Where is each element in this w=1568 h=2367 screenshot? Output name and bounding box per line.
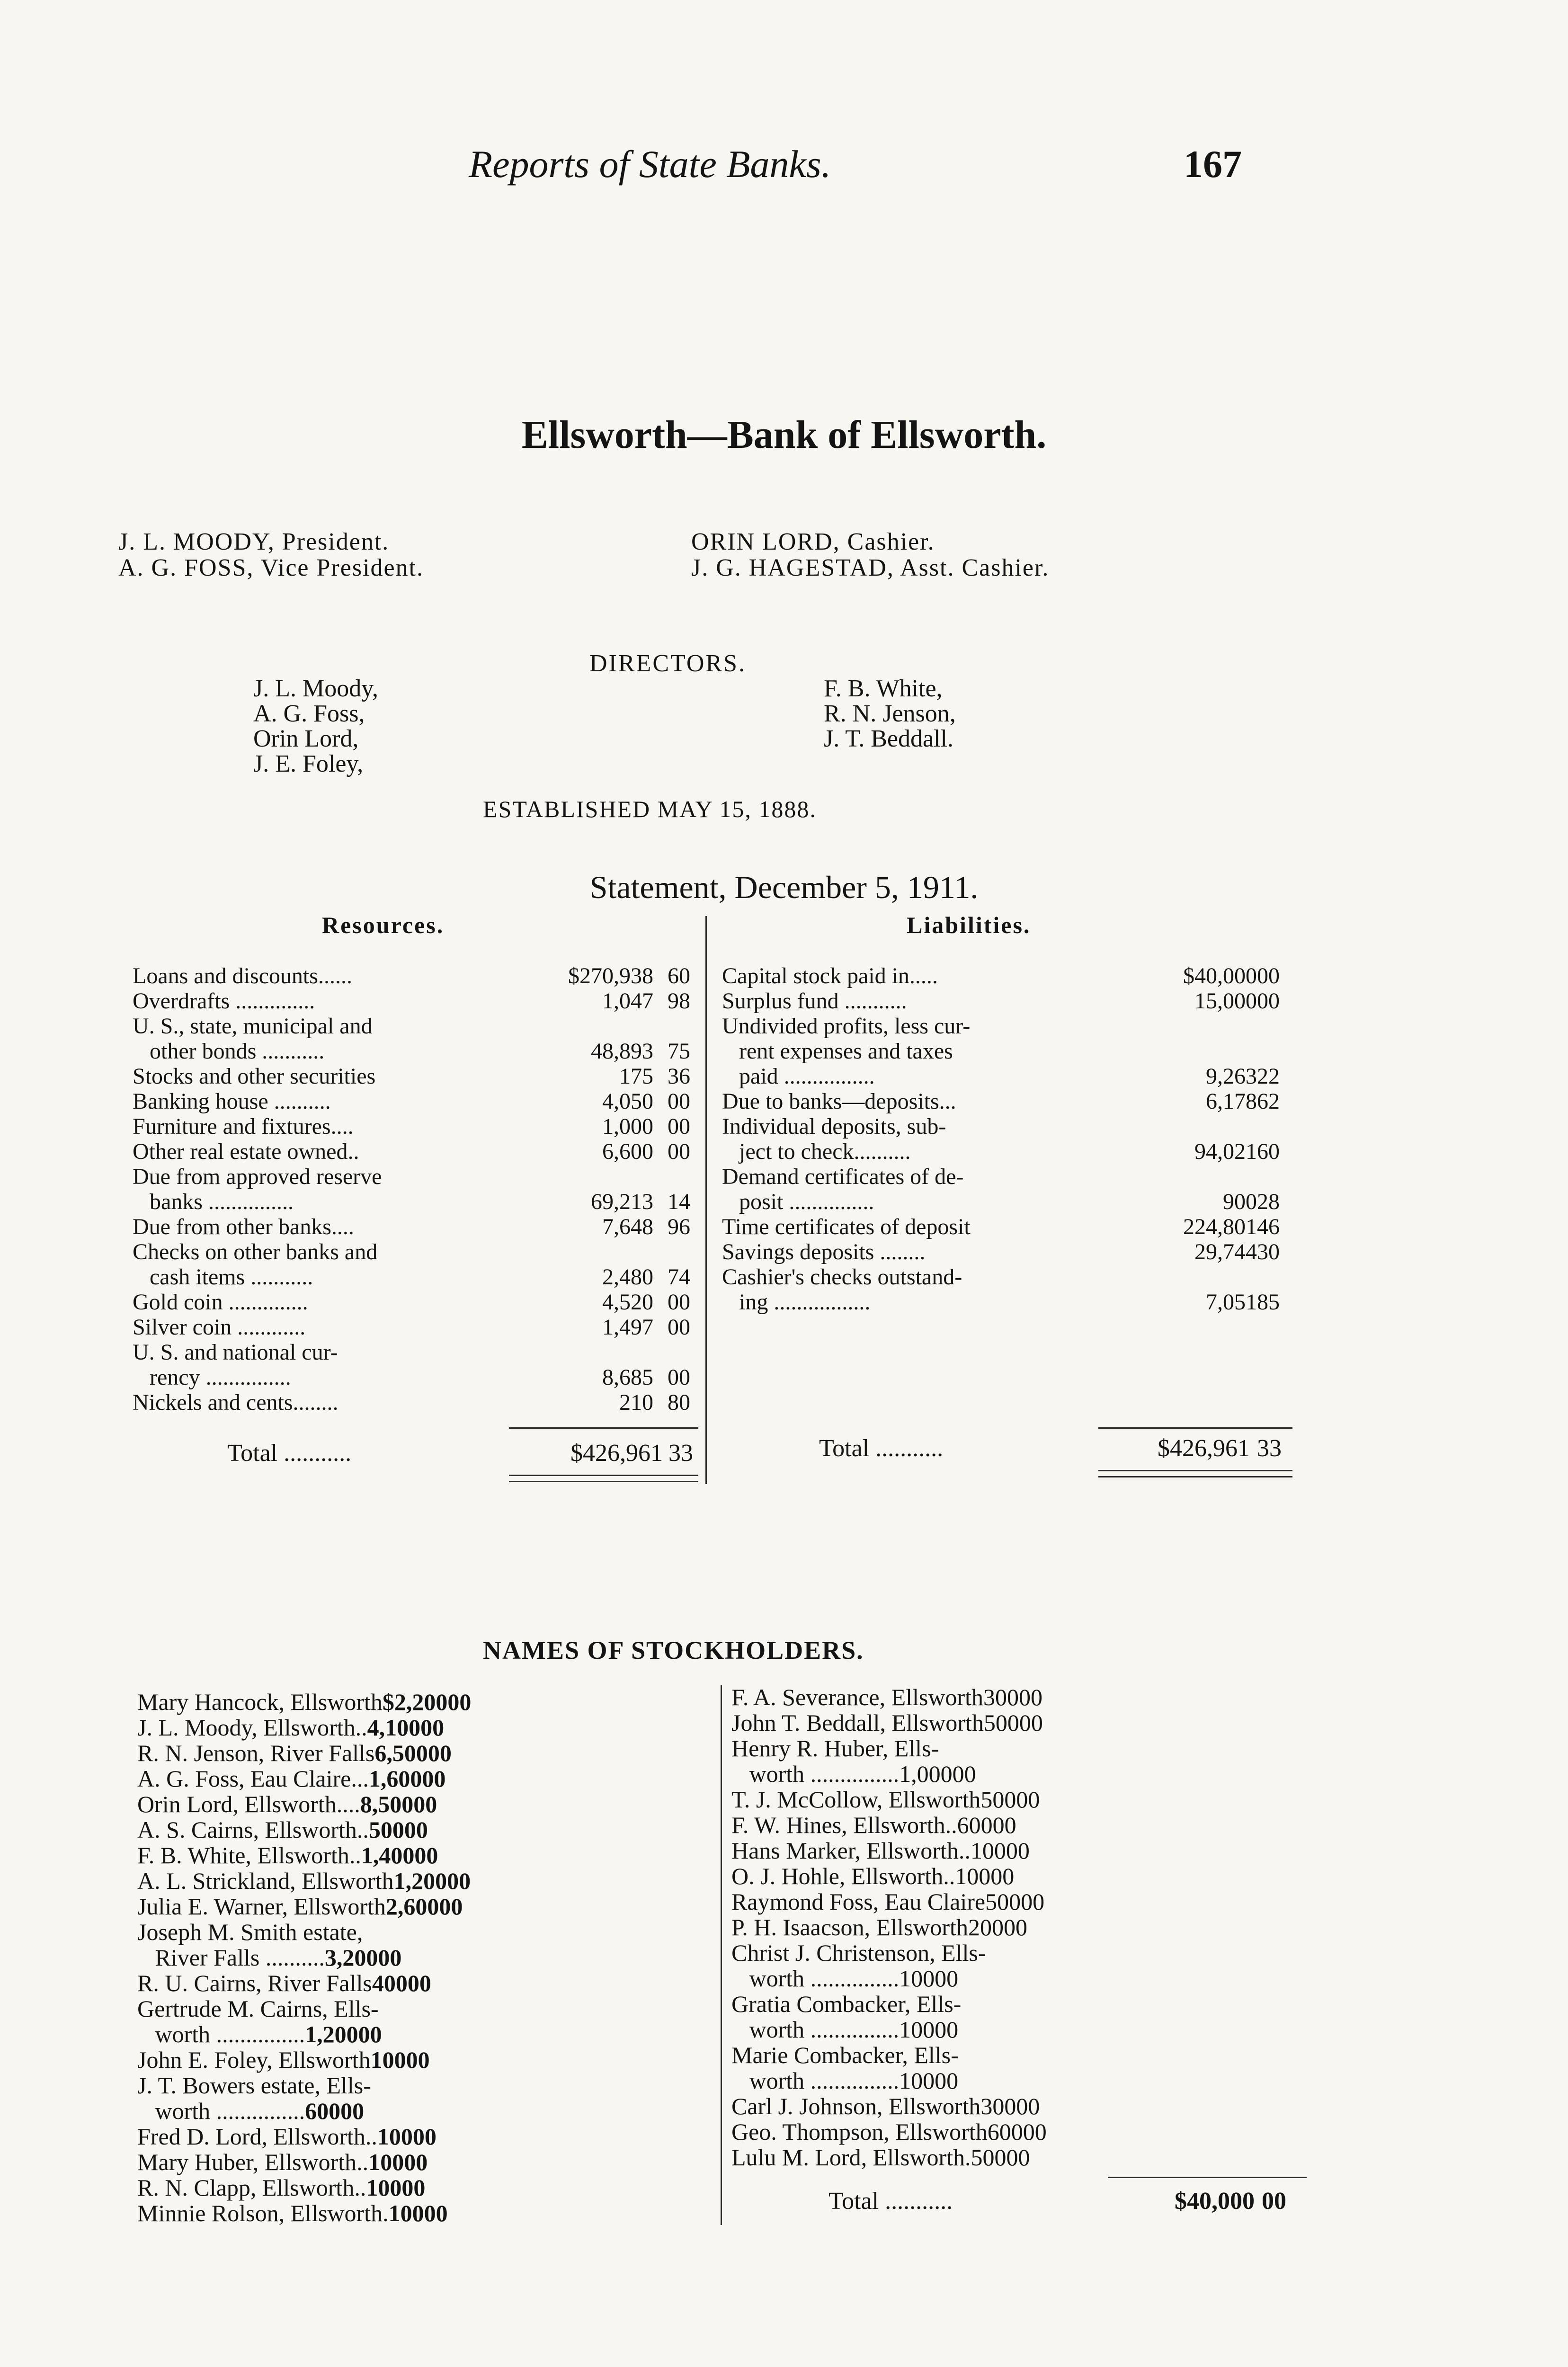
row-dollars: 300: [983, 1684, 1019, 1710]
row-cents: 00: [668, 1315, 690, 1340]
table-row: [731, 1787, 1309, 1812]
row-label: Henry R. Huber, Ells-: [731, 1735, 939, 1762]
row-cents: 14: [668, 1189, 690, 1214]
row-cents: 00: [1016, 1786, 1040, 1813]
officer-vice-president: A. G. FOSS, Vice President.: [118, 554, 424, 581]
row-cents: 00: [1019, 1709, 1043, 1736]
stockholders-total-label: Total ...........: [829, 2188, 953, 2215]
table-row: [137, 1945, 715, 1970]
table-row: [731, 1684, 1309, 1710]
table-row: [133, 1264, 701, 1290]
row-label: Orin Lord, Ellsworth....: [137, 1791, 360, 1817]
table-row: [722, 1064, 1290, 1089]
director-name: R. N. Jenson,: [824, 700, 956, 727]
row-label: Banking house ..........: [133, 1089, 331, 1114]
row-cents: 00: [404, 2149, 428, 2175]
table-row: [137, 1689, 715, 1715]
row-dollars: 7,648: [602, 1214, 653, 1239]
row-cents: 30: [1257, 1239, 1280, 1264]
row-label: Fred D. Lord, Ellsworth..: [137, 2123, 377, 2150]
rule: [1098, 1427, 1292, 1429]
table-row: [133, 1164, 701, 1189]
row-label: Loans and discounts......: [133, 963, 352, 988]
table-row: [731, 1889, 1309, 1914]
row-dollars: 100: [899, 2067, 935, 2094]
bank-title: Ellsworth—Bank of Ellsworth.: [521, 413, 1047, 457]
resources-table: [133, 963, 701, 1415]
row-dollars: 3,200: [324, 1944, 378, 1971]
row-cents: 85: [1257, 1290, 1280, 1315]
table-row: [133, 1290, 701, 1315]
row-dollars: 6,600: [602, 1139, 653, 1164]
row-label: Checks on other banks and: [133, 1239, 378, 1264]
row-label: ject to check..........: [722, 1139, 911, 1164]
row-label: worth ...............: [137, 2098, 305, 2124]
row-dollars: 94,021: [1194, 1139, 1257, 1164]
row-cents: 00: [447, 1689, 472, 1715]
table-row: [137, 1996, 715, 2021]
table-row: [133, 988, 701, 1014]
row-cents: 00: [935, 2067, 959, 2094]
row-dollars: 200: [968, 1914, 1004, 1940]
table-row: [137, 1970, 715, 1996]
director-name: J. E. Foley,: [253, 750, 364, 777]
table-row: [722, 1264, 1290, 1290]
row-label: Geo. Thompson, Ellsworth: [731, 2118, 988, 2145]
row-dollars: 100: [899, 1965, 935, 1992]
row-label: Other real estate owned..: [133, 1139, 359, 1164]
row-dollars: 4,050: [602, 1089, 653, 1114]
row-dollars: 400: [372, 1970, 408, 1996]
row-label: A. S. Cairns, Ellsworth..: [137, 1816, 369, 1843]
row-cents: 00: [428, 1740, 452, 1766]
row-dollars: 1,497: [602, 1315, 653, 1340]
row-label: J. T. Bowers estate, Ells-: [137, 2072, 371, 2099]
row-label: worth ...............: [731, 2016, 900, 2043]
row-label: posit ...............: [722, 1189, 874, 1214]
officer-asst-cashier: J. G. HAGESTAD, Asst. Cashier.: [691, 554, 1050, 581]
row-label: Individual deposits, sub-: [722, 1114, 946, 1139]
table-row: [133, 963, 701, 988]
row-cents: 00: [1257, 963, 1280, 988]
established-date: ESTABLISHED MAY 15, 1888.: [483, 796, 817, 822]
row-dollars: 500: [980, 1786, 1016, 1813]
rule: [509, 1475, 698, 1476]
table-row: [731, 2068, 1309, 2093]
table-row: [722, 1039, 1290, 1064]
row-cents: 00: [668, 1114, 690, 1139]
rule: [509, 1481, 698, 1482]
row-label: R. N. Jenson, River Falls: [137, 1740, 375, 1766]
row-cents: 00: [406, 2047, 430, 2073]
row-cents: 00: [935, 2016, 959, 2043]
row-label: F. W. Hines, Ellsworth..: [731, 1812, 957, 1838]
row-label: rency ...............: [133, 1365, 291, 1390]
row-label: Raymond Foss, Eau Claire: [731, 1888, 986, 1915]
row-dollars: 100: [377, 2123, 413, 2150]
table-row: [722, 1164, 1290, 1189]
row-dollars: 175: [619, 1064, 653, 1089]
row-label: other bonds ...........: [133, 1039, 325, 1064]
rule: [509, 1427, 698, 1429]
row-cents: 00: [992, 1812, 1016, 1838]
row-cents: 00: [1016, 2093, 1040, 2119]
row-cents: 00: [935, 1965, 959, 1992]
table-row: [722, 1139, 1290, 1164]
row-label: Marie Combacker, Ells-: [731, 2042, 959, 2068]
row-cents: 22: [1257, 1064, 1280, 1089]
row-label: U. S. and national cur-: [133, 1340, 338, 1365]
table-row: [137, 1766, 715, 1791]
table-row: [137, 2021, 715, 2047]
table-row: [137, 2149, 715, 2175]
table-row: [133, 1089, 701, 1114]
director-name: A. G. Foss,: [253, 700, 365, 727]
row-label: T. J. McCollow, Ellsworth: [731, 1786, 981, 1813]
row-label: Gertrude M. Cairns, Ells-: [137, 1995, 379, 2022]
row-dollars: 29,744: [1194, 1239, 1257, 1264]
table-row: [133, 1014, 701, 1039]
row-dollars: 100: [899, 2016, 935, 2043]
table-row: [731, 2145, 1309, 2170]
row-cents: 60: [668, 963, 690, 988]
table-row: [722, 1014, 1290, 1039]
table-row: [731, 1812, 1309, 1838]
row-dollars: 900: [1223, 1189, 1257, 1214]
row-cents: 00: [412, 2123, 437, 2150]
row-cents: 00: [358, 2021, 382, 2047]
table-row: [137, 2047, 715, 2073]
stockholders-total-cents: 00: [1262, 2188, 1286, 2215]
stockholders-left-list: [137, 1689, 715, 2226]
row-label: Stocks and other securities: [133, 1064, 376, 1089]
row-cents: 00: [1257, 988, 1280, 1014]
row-dollars: $2,200: [382, 1689, 448, 1715]
row-cents: 74: [668, 1264, 690, 1290]
table-row: [731, 1914, 1309, 1940]
row-dollars: 69,213: [591, 1189, 653, 1214]
row-dollars: 100: [970, 1837, 1006, 1864]
row-cents: 96: [668, 1214, 690, 1239]
table-row: [137, 1868, 715, 1894]
row-dollars: 8,500: [360, 1791, 414, 1817]
table-row: [137, 1740, 715, 1766]
running-title: Reports of State Banks.: [469, 142, 831, 186]
row-dollars: 600: [305, 2098, 341, 2124]
column-divider: [721, 1685, 722, 2225]
row-dollars: 2,600: [385, 1893, 439, 1920]
table-row: [137, 1894, 715, 1919]
row-cents: 00: [668, 1089, 690, 1114]
table-row: [133, 1139, 701, 1164]
table-row: [133, 1189, 701, 1214]
table-row: [731, 1735, 1309, 1761]
table-row: [731, 1940, 1309, 1966]
row-cents: 46: [1257, 1214, 1280, 1239]
table-row: [731, 2042, 1309, 2068]
row-label: Joseph M. Smith estate,: [137, 1919, 363, 1945]
row-label: Due from approved reserve: [133, 1164, 382, 1189]
table-row: [133, 1239, 701, 1264]
statement-title: Statement, December 5, 1911.: [589, 869, 979, 905]
row-dollars: 4,100: [367, 1714, 421, 1741]
row-dollars: 1,200: [305, 2021, 358, 2047]
row-label: Mary Hancock, Ellsworth: [137, 1689, 383, 1715]
row-dollars: 1,000: [899, 1761, 953, 1787]
table-row: [722, 1239, 1290, 1264]
table-row: [137, 2098, 715, 2124]
table-row: [731, 1710, 1309, 1735]
liabilities-total-label: Total ...........: [819, 1435, 944, 1462]
row-label: Surplus fund ...........: [722, 988, 907, 1014]
page-number: 167: [1184, 142, 1242, 186]
stockholders-total-dollars: $40,000: [1175, 2188, 1255, 2215]
row-dollars: $40,000: [1183, 963, 1257, 988]
row-label: O. J. Hohle, Ellsworth..: [731, 1863, 955, 1889]
table-row: [133, 1390, 701, 1415]
row-label: Demand certificates of de-: [722, 1164, 964, 1189]
row-dollars: 600: [957, 1812, 993, 1838]
row-dollars: 500: [368, 1816, 404, 1843]
row-cents: 00: [668, 1139, 690, 1164]
row-cents: 60: [1257, 1139, 1280, 1164]
row-dollars: 1,200: [393, 1868, 447, 1894]
table-row: [722, 963, 1290, 988]
row-dollars: 600: [987, 2118, 1023, 2145]
row-label: rent expenses and taxes: [722, 1039, 953, 1064]
row-cents: 00: [424, 2200, 448, 2226]
row-cents: 28: [1257, 1189, 1280, 1214]
row-dollars: 9,263: [1206, 1064, 1257, 1089]
row-label: John E. Foley, Ellsworth: [137, 2047, 371, 2073]
table-row: [731, 1838, 1309, 1863]
table-row: [137, 1919, 715, 1945]
row-label: worth ...............: [137, 2021, 305, 2047]
row-cents: 00: [447, 1868, 471, 1894]
column-divider: [705, 916, 707, 1484]
row-cents: 00: [952, 1761, 976, 1787]
rule: [1098, 1470, 1292, 1471]
row-cents: 00: [407, 1970, 431, 1996]
row-dollars: 1,400: [361, 1842, 415, 1869]
stockholders-right-list: [731, 1684, 1309, 2170]
row-label: Due from other banks....: [133, 1214, 354, 1239]
row-label: worth ...............: [731, 2067, 900, 2094]
row-dollars: 210: [619, 1390, 653, 1415]
row-dollars: 500: [983, 1709, 1019, 1736]
row-dollars: 48,893: [591, 1039, 653, 1064]
row-label: Christ J. Christenson, Ells-: [731, 1940, 986, 1966]
table-row: [722, 1089, 1290, 1114]
table-row: [133, 1064, 701, 1089]
row-cents: 00: [1006, 2144, 1030, 2171]
row-label: P. H. Isaacson, Ellsworth: [731, 1914, 968, 1940]
table-row: [137, 1842, 715, 1868]
table-row: [133, 1039, 701, 1064]
table-row: [137, 2073, 715, 2098]
row-label: Mary Huber, Ellsworth..: [137, 2149, 369, 2175]
row-label: paid ................: [722, 1064, 875, 1089]
table-row: [137, 1817, 715, 1842]
row-label: Savings deposits ........: [722, 1239, 926, 1264]
row-dollars: 1,600: [368, 1765, 422, 1792]
row-label: Julia E. Warner, Ellsworth: [137, 1893, 386, 1920]
row-label: U. S., state, municipal and: [133, 1014, 373, 1039]
row-cents: 00: [1006, 1837, 1030, 1864]
row-label: F. A. Severance, Ellsworth: [731, 1684, 984, 1710]
row-cents: 36: [668, 1064, 690, 1089]
table-row: [133, 1340, 701, 1365]
director-name: Orin Lord,: [253, 725, 359, 752]
row-dollars: 2,480: [602, 1264, 653, 1290]
resources-total-dollars: $426,961: [570, 1440, 663, 1467]
row-dollars: 100: [955, 1863, 991, 1889]
row-label: worth ...............: [731, 1761, 900, 1787]
row-cents: 00: [420, 1714, 445, 1741]
row-label: Due to banks—deposits...: [722, 1089, 956, 1114]
row-label: River Falls ..........: [137, 1944, 325, 1971]
table-row: [731, 1761, 1309, 1787]
rule: [1098, 1476, 1292, 1477]
row-cents: 00: [422, 1765, 446, 1792]
table-row: [731, 2093, 1309, 2119]
row-cents: 00: [378, 1944, 402, 1971]
row-label: Minnie Rolson, Ellsworth.: [137, 2200, 389, 2226]
row-cents: 00: [1021, 1888, 1045, 1915]
row-label: Lulu M. Lord, Ellsworth.: [731, 2144, 971, 2171]
row-cents: 00: [990, 1863, 1015, 1889]
row-cents: 00: [1023, 2118, 1047, 2145]
table-row: [137, 2175, 715, 2200]
resources-total-cents: 33: [668, 1440, 693, 1467]
row-cents: 00: [413, 1791, 437, 1817]
table-row: [137, 2200, 715, 2226]
table-row: [137, 1791, 715, 1817]
table-row: [137, 1715, 715, 1740]
table-row: [722, 1214, 1290, 1239]
row-label: Nickels and cents........: [133, 1390, 339, 1415]
rule: [1108, 2177, 1307, 2178]
row-dollars: 100: [366, 2174, 402, 2201]
row-dollars: 100: [388, 2200, 424, 2226]
row-label: R. N. Clapp, Ellsworth..: [137, 2174, 366, 2201]
row-dollars: 1,000: [602, 1114, 653, 1139]
stockholders-heading: NAMES OF STOCKHOLDERS.: [483, 1636, 864, 1664]
row-cents: 00: [439, 1893, 463, 1920]
row-dollars: 100: [370, 2047, 406, 2073]
table-row: [722, 1290, 1290, 1315]
row-label: Undivided profits, less cur-: [722, 1014, 971, 1039]
row-label: F. B. White, Ellsworth..: [137, 1842, 361, 1869]
row-cents: 00: [1003, 1914, 1027, 1940]
row-label: John T. Beddall, Ellsworth: [731, 1709, 984, 1736]
row-cents: 00: [340, 2098, 365, 2124]
row-label: banks ...............: [133, 1189, 294, 1214]
resources-total-label: Total ...........: [227, 1440, 352, 1467]
row-dollars: 6,500: [374, 1740, 428, 1766]
liabilities-total-cents: 33: [1257, 1435, 1282, 1462]
table-row: [133, 1365, 701, 1390]
row-label: Capital stock paid in.....: [722, 963, 938, 988]
row-label: ing .................: [722, 1290, 871, 1315]
liabilities-table: [722, 963, 1290, 1315]
row-label: Cashier's checks outstand-: [722, 1264, 962, 1290]
table-row: [731, 1966, 1309, 1991]
row-dollars: 15,000: [1194, 988, 1257, 1014]
row-dollars: 8,685: [602, 1365, 653, 1390]
row-cents: 80: [668, 1390, 690, 1415]
row-label: Carl J. Johnson, Ellsworth: [731, 2093, 981, 2119]
table-row: [133, 1214, 701, 1239]
director-name: J. L. Moody,: [253, 675, 378, 702]
table-row: [722, 988, 1290, 1014]
director-name: J. T. Beddall.: [824, 725, 953, 752]
row-dollars: 6,178: [1206, 1089, 1257, 1114]
table-row: [722, 1189, 1290, 1214]
row-label: Overdrafts ..............: [133, 988, 315, 1014]
resources-heading: Resources.: [322, 912, 445, 938]
row-dollars: 500: [971, 2144, 1007, 2171]
director-name: F. B. White,: [824, 675, 943, 702]
row-label: Hans Marker, Ellsworth..: [731, 1837, 971, 1864]
row-label: R. U. Cairns, River Falls: [137, 1970, 372, 1996]
liabilities-heading: Liabilities.: [907, 912, 1031, 938]
table-row: [137, 2124, 715, 2149]
row-cents: 00: [1019, 1684, 1043, 1710]
row-cents: 00: [668, 1365, 690, 1390]
row-label: cash items ...........: [133, 1264, 313, 1290]
row-label: Gratia Combacker, Ells-: [731, 1991, 962, 2017]
row-dollars: 1,047: [602, 988, 653, 1014]
liabilities-total-dollars: $426,961: [1158, 1435, 1250, 1462]
officer-cashier: ORIN LORD, Cashier.: [691, 528, 935, 555]
table-row: [133, 1114, 701, 1139]
row-dollars: 4,520: [602, 1290, 653, 1315]
row-label: A. L. Strickland, Ellsworth: [137, 1868, 394, 1894]
table-row: [731, 2017, 1309, 2042]
row-cents: 00: [414, 1842, 438, 1869]
row-cents: 62: [1257, 1089, 1280, 1114]
row-dollars: 100: [368, 2149, 404, 2175]
row-cents: 75: [668, 1039, 690, 1064]
table-row: [731, 1863, 1309, 1889]
row-cents: 00: [668, 1290, 690, 1315]
row-cents: 00: [401, 2174, 426, 2201]
row-dollars: $270,938: [568, 963, 653, 988]
row-label: Gold coin ..............: [133, 1290, 308, 1315]
row-dollars: 300: [980, 2093, 1016, 2119]
table-row: [731, 2119, 1309, 2145]
directors-heading: DIRECTORS.: [589, 650, 746, 677]
table-row: [722, 1114, 1290, 1139]
row-label: Silver coin ............: [133, 1315, 306, 1340]
row-dollars: 500: [985, 1888, 1021, 1915]
row-label: worth ...............: [731, 1965, 900, 1992]
row-cents: 00: [404, 1816, 428, 1843]
row-dollars: 7,051: [1206, 1290, 1257, 1315]
officer-president: J. L. MOODY, President.: [118, 528, 390, 555]
row-label: A. G. Foss, Eau Claire...: [137, 1765, 369, 1792]
table-row: [133, 1315, 701, 1340]
row-label: J. L. Moody, Ellsworth..: [137, 1714, 367, 1741]
table-row: [731, 1991, 1309, 2017]
row-cents: 98: [668, 988, 690, 1014]
row-label: Furniture and fixtures....: [133, 1114, 354, 1139]
row-dollars: 224,801: [1183, 1214, 1257, 1239]
row-label: Time certificates of deposit: [722, 1214, 971, 1239]
